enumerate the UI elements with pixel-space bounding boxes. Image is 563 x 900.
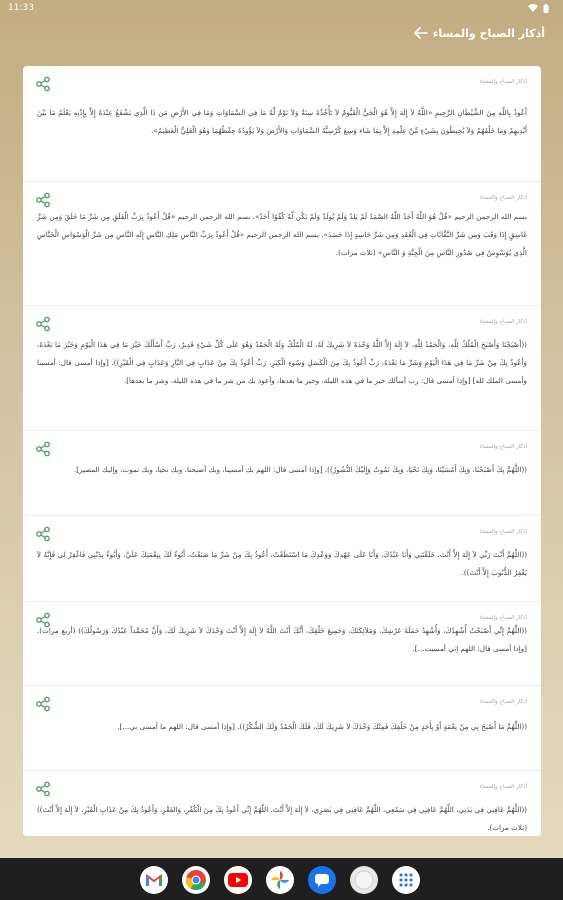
share-icon[interactable]	[35, 781, 51, 797]
share-icon[interactable]	[35, 316, 51, 332]
share-icon[interactable]	[35, 441, 51, 457]
messages-button[interactable]	[308, 866, 336, 894]
list-item	[23, 516, 541, 602]
app-dock	[140, 866, 420, 894]
list-item	[23, 306, 541, 431]
share-icon[interactable]	[35, 696, 51, 712]
card-text: ((اللَّهُمَّ أَنْتَ رَبِّي لاَ إِلَهَ إِلاَّ أَنْتَ، خَلَقْتَنِي وَأَنَا عَبْدُكَ، وَأَنَا عَلَى عَهْدِكَ وَوَعْدِكَ مَا اسْتَطَعْتُ، أَعُوذُ بِكَ مِنْ شَرِّ مَا صَنَعْتُ، أَبُوءُ لَكَ بِنِعْمَتِكَ عَلَيَّ، وَأَبُوءُ بِذَنْبِي فَاغْفِرْ لِي فَإِنَّهُ لاَ يَغْفِرُ الذُّنُوبَ إِلاَّ أَنْتَ)).	[37, 550, 527, 577]
card-text: بسم الله الرحمن الرحيم «قُلْ هُوَ اللَّهُ أَحَدٌ اللَّهُ الصَّمَدُ لَمْ يَلِدْ وَلَمْ يُولَدْ وَلَمْ يَكُن لَّهُ كُفُوًا أَحَدٌ». بسم الله الرحمن الرحيم «قُلْ أَعُوذُ بِرَبِّ الْفَلَقِ مِن شَرِّ مَا خَلَقَ وَمِن شَرِّ غَاسِقٍ إِذَا وَقَبَ وَمِن شَرِّ النَّفَّاثَاتِ فِي الْعُقَدِ وَمِن شَرِّ حَاسِدٍ إِذَا حَسَدَ». بسم الله الرحمن الرحيم «قُلْ أَعُوذُ بِرَبِّ النَّاسِ مَلِكِ النَّاسِ إِلَهِ النَّاسِ مِن شَرِّ الْوَسْوَاسِ الْخَنَّاسِ الَّذِي يُوَسْوِسُ فِي صُدُورِ النَّاسِ مِنَ الْجِنَّةِ وَ النَّاسِ» (ثلاث مرات).	[37, 212, 527, 257]
page-title: أذكار الصباح والمساء	[432, 26, 545, 40]
status-time: 11:33	[8, 3, 34, 13]
share-icon[interactable]	[35, 192, 51, 208]
card-subtitle: أذكار الصباح والمساء	[479, 699, 527, 705]
photos-button[interactable]	[266, 866, 294, 894]
card-subtitle: أذكار الصباح والمساء	[479, 615, 527, 621]
list-item	[23, 602, 541, 686]
messages-icon	[314, 873, 330, 887]
card-text: ((اللَّهُمَّ إِنِّي أَصْبَحْتُ أُشْهِدُكَ، وَأُشْهِدُ حَمَلَةَ عَرْشِكَ، وَمَلاَئِكَتَكَ، وَجَمِيعَ خَلْقِكَ، أَنَّكَ أَنْتَ اللَّهُ لاَ إِلَهَ إِلاَّ أَنْتَ وَحْدَكَ لاَ شَرِيكَ لَكَ، وَأَنَّ مُحَمَّداً عَبْدُكَ وَرَسُولُكَ)) (أربع مرات). [وإذا أمسى قال: اللهم إني أمسيت...].	[37, 626, 527, 653]
navigation-bar	[0, 858, 563, 900]
card-text: ((اللَّهُمَّ بِكَ أَصْبَحْنَا، وَبِكَ أَمْسَيْنَا، وَبِكَ نَحْيَا، وَبِكَ نَمُوتُ وَإِلَيْكَ النُّشُورُ)). [وإذا أمسى قال: اللهم بك أمسينا، وبك أصبحنا، وبك نحيا، وبك نموت، وإليك المصير].	[73, 465, 527, 474]
chrome-icon	[185, 869, 207, 891]
back-button[interactable]	[409, 21, 433, 45]
list-item	[23, 66, 541, 182]
list-item	[23, 771, 541, 836]
battery-icon	[543, 4, 549, 13]
card-text: أَعُوذُ بِاللَّهِ مِنَ الشَّيْطَانِ الرَّجِيمِ «اللَّهُ لاَ إِلَهَ إِلاَّ هُوَ الْحَيُّ الْقَيُّومُ لاَ تَأْخُذُهُ سِنَةٌ وَلاَ نَوْمٌ لَّهُ مَا فِي السَّمَاوَاتِ وَمَا فِي الأَرْضِ مَن ذَا الَّذِي يَشْفَعُ عِنْدَهُ إِلاَّ بِإِذْنِهِ يَعْلَمُ مَا بَيْنَ أَيْدِيهِمْ وَمَا خَلْفَهُمْ وَلاَ يُحِيطُونَ بِشَيْءٍ مِّنْ عِلْمِهِ إِلاَّ بِمَا شَاء وَسِعَ كُرْسِيُّهُ السَّمَاوَاتِ وَالأَرْضَ وَلاَ يَؤُودُهُ حِفْظُهُمَا وَهُوَ الْعَلِيُّ الْعَظِيمُ».	[37, 108, 527, 135]
app-drawer-button[interactable]	[392, 866, 420, 894]
photos-icon	[270, 870, 290, 890]
card-text: ((أَصْبَحْنَا وَأَصْبَحَ الْمُلْكُ لِلَّهِ، وَالْحَمْدُ لِلَّهِ، لاَ إِلَهَ إِلاَّ اللَّهُ وَحْدَهُ لاَ شَرِيكَ لَهُ، لَهُ الْمُلْكُ وَلَهُ الْحَمْدُ وَهُوَ عَلَى كُلِّ شَيْءٍ قَدِيرٌ، رَبِّ أَسْأَلُكَ خَيْرَ مَا فِي هَذَا الْيَوْمِ وَخَيْرَ مَا بَعْدَهُ، وَأَعُوذُ بِكَ مِنْ شَرِّ مَا فِي هَذَا الْيَوْمِ وَشَرِّ مَا بَعْدَهُ، رَبِّ أَعُوذُ بِكَ مِنَ الْكَسَلِ وَسُوءِ الْكِبَرِ، رَبِّ أَعُوذُ بِكَ مِنْ عَذَابٍ فِي النَّارِ وَعَذَابٍ فِي الْقَبْرِ)). [وإذا أمسى قال: أمسينا وأمسى الملك لله] [وإذا أمسى قال: رب أسألك خير ما في هذه الليلة، وخير ما بعدها، وأعوذ بك من شر ما في هذه الليلة، وشر ما بعدها].	[37, 340, 527, 385]
list-item	[23, 431, 541, 516]
youtube-button[interactable]	[224, 866, 252, 894]
wifi-icon	[528, 4, 538, 12]
app-bar	[0, 16, 563, 50]
card-subtitle: أذكار الصباح والمساء	[479, 444, 527, 450]
card-subtitle: أذكار الصباح والمساء	[479, 784, 527, 790]
gmail-icon	[145, 873, 163, 887]
share-icon[interactable]	[35, 526, 51, 542]
chrome-button[interactable]	[182, 866, 210, 894]
arrow-left-icon	[414, 27, 428, 39]
card-list	[23, 66, 541, 836]
list-item	[23, 182, 541, 306]
app-drawer-icon	[399, 873, 413, 887]
card-text: ((اللَّهُمَّ مَا أَصْبَحَ بِي مِنْ نِعْمَةٍ أَوْ بِأَحَدٍ مِنْ خَلْقِكَ فَمِنْكَ وَحْدَكَ لاَ شَرِيكَ لَكَ، فَلَكَ الْحَمْدُ وَلَكَ الشُّكْرُ)). [وإذا أمسى قال: اللهم ما أمسى بي...].	[117, 722, 527, 731]
youtube-icon	[228, 873, 248, 887]
card-text: ((اللَّهُمَّ عَافِنِي فِي بَدَنِي، اللَّهُمَّ عَافِنِي فِي سَمْعِي، اللَّهُمَّ عَافِنِي فِي بَصَرِي، لاَ إِلَهَ إِلاَّ أَنْتَ. اللَّهُمَّ إِنِّي أَعُوذُ بِكَ مِنَ الْكُفْرِ، وَالفَقْرِ، وَأَعُوذُ بِكَ مِنْ عَذَابِ الْقَبْرِ، لاَ إِلَهَ إِلاَّ أَنْتَ)) (ثلاث مرات).	[37, 805, 527, 832]
camera-button[interactable]	[350, 866, 378, 894]
list-item	[23, 686, 541, 771]
card-subtitle: أذكار الصباح والمساء	[479, 319, 527, 325]
card-subtitle: أذكار الصباح والمساء	[479, 195, 527, 201]
camera-icon	[354, 870, 374, 890]
card-subtitle: أذكار الصباح والمساء	[479, 529, 527, 535]
status-bar	[0, 0, 563, 16]
card-subtitle: أذكار الصباح والمساء	[479, 79, 527, 85]
status-icons	[528, 4, 549, 13]
gmail-button[interactable]	[140, 866, 168, 894]
share-icon[interactable]	[35, 76, 51, 92]
